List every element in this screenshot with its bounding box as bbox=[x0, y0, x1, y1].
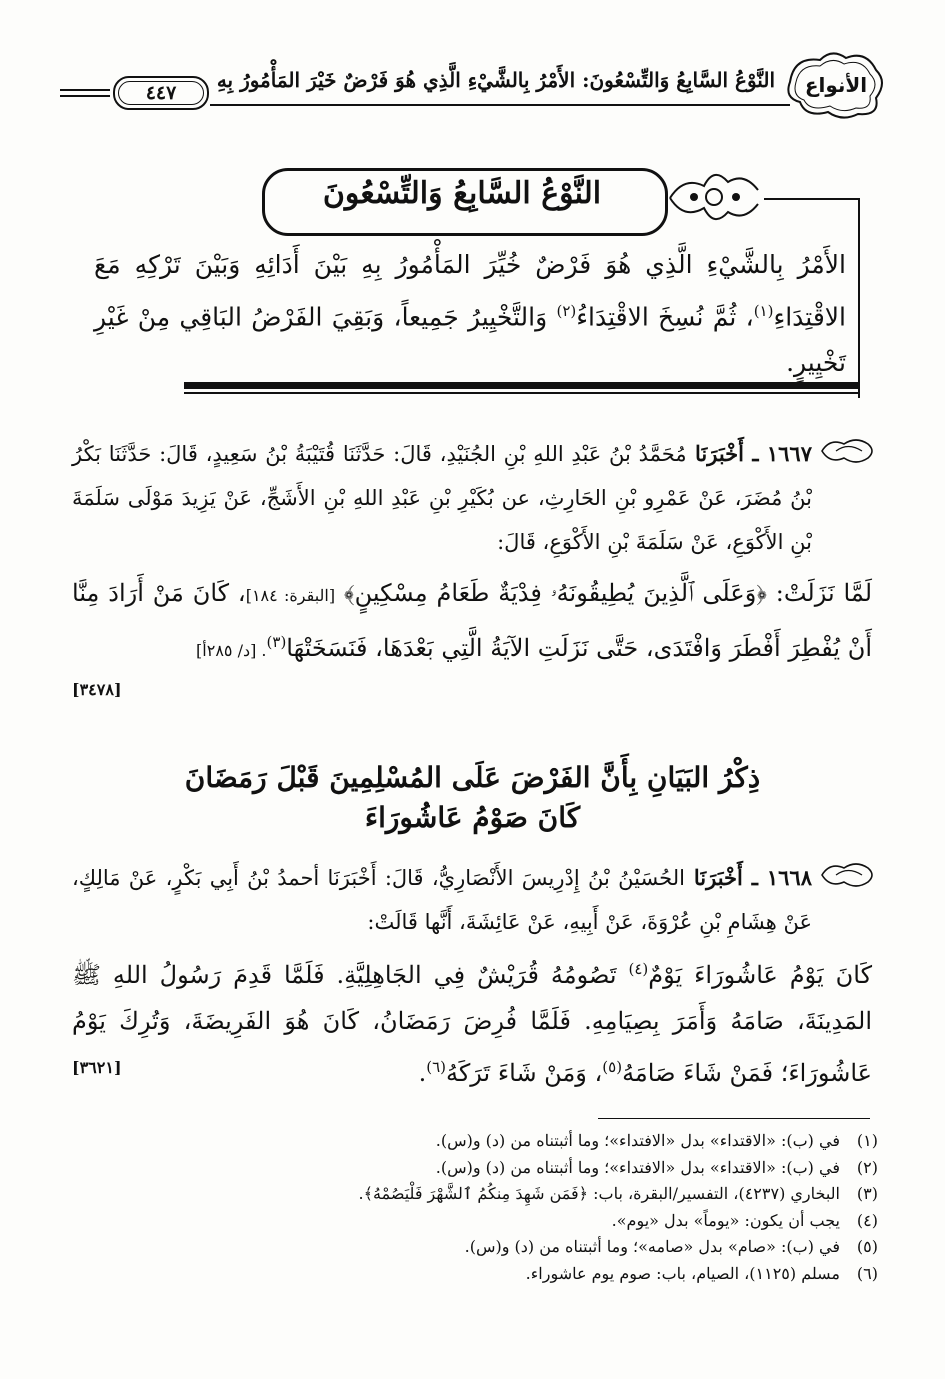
footnote-text: يجب أن يكون: «يوماً» بدل «يوم». bbox=[611, 1210, 840, 1230]
footnote-item bbox=[300, 1234, 878, 1261]
svg-text:الأنواع: الأنواع bbox=[804, 73, 868, 97]
running-header-title: النَّوْعُ السَّابِعُ وَالتِّسْعُونَ: الأَمْرُ بِالشَّيْءِ الَّذِي هُوَ فَرْضٌ خَيْرَ المَأْمُورُ بِهِ bbox=[216, 68, 775, 92]
chapter-text-1: الأَمْرُ بِالشَّيْءِ الَّذِي هُوَ فَرْضٌ خُيِّرَ المَأْمُورُ بِهِ بَيْنَ أَدَائِهِ وَبَيْنَ تَرْكِهِ مَعَ الاقْتِدَاءِ bbox=[94, 250, 846, 332]
footnote-number: (٢) bbox=[856, 1157, 878, 1177]
hadith-1667-matn bbox=[72, 570, 872, 710]
manuscript-reference: . [د/ ٢٨٥أ] bbox=[196, 641, 267, 660]
hadith-1668-text-d: . bbox=[418, 1059, 427, 1087]
hadith-1668-number: ١٦٦٨ bbox=[766, 865, 812, 890]
footnote-number: (٤) bbox=[856, 1210, 878, 1230]
footnote-text: في (ب): «الاقتداء» بدل «الافتداء»؛ وما أثبتناه من (د) و(س). bbox=[435, 1157, 840, 1177]
hadith-1667-text-a: لَمَّا نَزَلَتْ: ﴿وَعَلَى ٱلَّذِينَ يُطِيقُونَهُۥ فِدْيَةٌ طَعَامُ مِسْكِينٍ﴾ bbox=[335, 579, 873, 607]
hadith-1667-text-b: ، كَانَ مَنْ أَرَادَ مِنَّا أَنْ يُفْطِرَ أَفْطَرَ وَافْتَدَى، حَتَّى نَزَلَتِ الآيَةُ الَّتِي بَعْدَهَا، فَنَسَخَتْهَا bbox=[72, 579, 872, 662]
hadith-1667-cross-ref: [٣٤٧٨] bbox=[72, 680, 122, 699]
footnote-marker-5: (٥) bbox=[602, 1058, 623, 1076]
chapter-title: النَّوْعُ السَّابِعُ وَالتِّسْعُونَ bbox=[322, 176, 602, 211]
hadith-1667-chain: مُحَمَّدُ بْنُ عَبْدِ اللهِ بْنِ الجُنَيْدِ، قَالَ: حَدَّثَنَا قُتَيْبَةُ بْنُ سَعِيدٍ، قَالَ: حَدَّثَنَا بَكْرُ بْنُ مُضَرَ، عَنْ عَمْرِو بْنِ الحَارِثِ، عن بُكَيْرِ بْنِ عَبْدِ اللهِ بْنِ الأَشَجِّ، عَنْ يَزِيدَ مَوْلَى سَلَمَةَ بْنِ الأَكْوَعِ، عَنْ سَلَمَةَ بْنِ الأَكْوَعِ، قَالَ: bbox=[72, 442, 812, 554]
chapter-box-bottom-rule bbox=[184, 382, 860, 389]
footnote-text: في (ب): «الاقتداء» بدل «الافتداء»؛ وما أثبتناه من (د) و(س). bbox=[435, 1131, 840, 1150]
header-rule-main bbox=[210, 104, 790, 106]
footnote-number: (٣) bbox=[856, 1184, 878, 1203]
akhbarana-label: ـ أَخْبَرَنَا bbox=[686, 441, 767, 466]
footnote-text: مسلم (١١٢٥)، الصيام، باب: صوم يوم عاشوراء. bbox=[525, 1263, 840, 1283]
quran-reference: [البقرة: ١٨٤] bbox=[245, 586, 336, 605]
hadith-ornament-icon bbox=[818, 860, 878, 890]
hadith-1668-text-c: ، وَمَنْ شَاءَ تَرَكَهُ bbox=[446, 1059, 603, 1087]
footnote-marker-3: (٣) bbox=[266, 633, 287, 651]
corner-ornament bbox=[780, 42, 890, 122]
hadith-1667-isnad bbox=[72, 432, 812, 572]
footnote-separator bbox=[598, 1118, 870, 1119]
hadith-1668-text-b: تَصُومُهُ قُرَيْشٌ فِي الجَاهِلِيَّةِ. فَلَمَّا قَدِمَ رَسُولُ اللهِ ﷺ المَدِينَةَ، صَامَهُ وَأَمَرَ بِصِيَامِهِ. فَلَمَّا فُرِضَ رَمَضَانُ، كَانَ هُوَ الفَرِيضَةَ، وَتُرِكَ يَوْمُ عَاشُورَاءَ؛ فَمَنْ شَاءَ صَامَهُ bbox=[72, 961, 872, 1087]
footnote-number: (٥) bbox=[856, 1237, 878, 1256]
hadith-1668-isnad bbox=[72, 856, 812, 948]
section-heading-line-2: كَانَ صَوْمُ عَاشُورَاءَ bbox=[364, 801, 581, 834]
footnote-number: (٦) bbox=[856, 1263, 878, 1283]
hadith-1668-cross-ref: [٣٦٢١] bbox=[72, 1058, 122, 1077]
footnotes-list bbox=[300, 1128, 878, 1328]
footnote-item bbox=[300, 1261, 878, 1288]
footnote-marker-2: (٢) bbox=[556, 302, 577, 320]
hadith-1667-number: ١٦٦٧ bbox=[766, 441, 812, 466]
footnote-marker-6: (٦) bbox=[426, 1058, 446, 1076]
akhbarana-label: ـ أَخْبَرَنَا bbox=[684, 865, 767, 890]
chapter-box-bottom-rule-thin bbox=[184, 392, 860, 394]
footnote-marker-1: (١) bbox=[753, 302, 774, 320]
chapter-flourish-ornament bbox=[664, 156, 764, 236]
chapter-box-right-line bbox=[858, 198, 860, 398]
hadith-1668-chain: الحُسَيْنُ بْنُ إِدْرِيسَ الأَنْصَارِيُّ، قَالَ: أَخْبَرَنَا أحمدُ بْنُ أَبِي بَكْرٍ، عَنْ مَالِكٍ، عَنْ هِشَامِ بْنِ عُرْوَةَ، عَنْ أَبِيهِ، عَنْ عَائِشَةَ، أَنَّها قَالَتْ: bbox=[72, 866, 812, 934]
hadith-1668-text-a: كَانَ يَوْمُ عَاشُورَاءَ يَوْمٌ bbox=[648, 961, 872, 989]
footnote-text: في (ب): «صام» بدل «صامه»؛ وما أثبتناه من (د) و(س). bbox=[464, 1237, 840, 1256]
chapter-description bbox=[94, 242, 846, 382]
footnote-text: البخاري (٤٢٣٧)، التفسير/البقرة، باب: ﴿فَمَن شَهِدَ مِنكُمُ ٱلشَّهْرَ فَلْيَصُمْهُ﴾. bbox=[358, 1184, 840, 1203]
chapter-box-top-line bbox=[764, 198, 860, 200]
footnote-item bbox=[300, 1155, 878, 1182]
header-rule-left bbox=[60, 89, 110, 91]
footnote-marker-4: (٤) bbox=[628, 960, 649, 978]
hadith-1668-matn bbox=[72, 946, 872, 1086]
section-heading-line-1: ذِكْرُ البَيَانِ بِأَنَّ الفَرْضَ عَلَى المُسْلِمِينَ قَبْلَ رَمَضَانَ bbox=[184, 761, 761, 794]
page-number: ٤٤٧ bbox=[113, 76, 209, 110]
header-rule-left-2 bbox=[60, 95, 110, 97]
footnote-number: (١) bbox=[856, 1131, 878, 1150]
footnote-item bbox=[300, 1208, 878, 1235]
hadith-ornament-icon bbox=[818, 436, 878, 466]
footnote-item bbox=[300, 1128, 878, 1155]
chapter-text-3: وَالتَّخْيِيرُ جَمِيعاً، وَبَقِيَ الفَرْضُ البَاقِي مِنْ غَيْرِ تَخْيِيرٍ. bbox=[94, 302, 846, 378]
chapter-text-2: ، ثُمَّ نُسِخَ الاقْتِدَاءُ bbox=[576, 302, 754, 332]
footnote-item bbox=[300, 1181, 878, 1208]
